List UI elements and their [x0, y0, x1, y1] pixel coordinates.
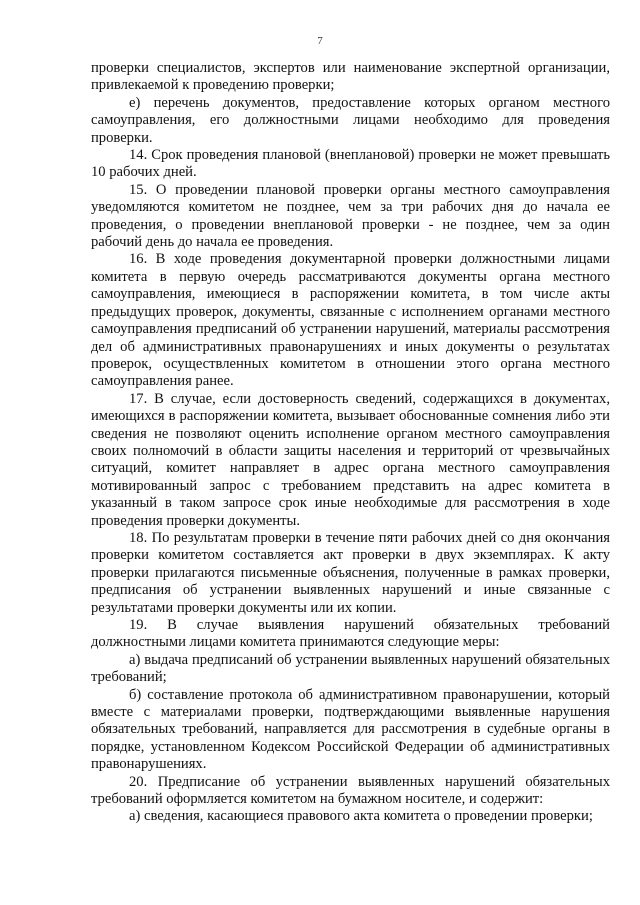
document-body: [91, 60, 610, 826]
paragraph-continuation: проверки специалистов, экспертов или наименование экспертной организации, привлекаемой к проведению проверки;: [91, 60, 610, 94]
paragraph-14: 14. Срок проведения плановой (внеплановой) проверки не может превышать 10 рабочих дней.: [91, 147, 610, 181]
paragraph-20: 20. Предписание об устранении выявленных нарушений обязательных требований оформляется комитетом на бумажном носителе, и содержит:: [91, 773, 610, 808]
paragraph-19-item-a: а) выдача предписаний об устранении выявленных нарушений обязательных требований;: [91, 651, 610, 686]
paragraph-15: 15. О проведении плановой проверки органы местного самоуправления уведомляются комитетом не позднее, чем за три рабочих дня до начала ее проведения, о проведении внеплановой проверки - не позднее, чем за один рабочий день до начала ее проведения.: [91, 181, 610, 251]
paragraph-17: 17. В случае, если достоверность сведений, содержащихся в документах, имеющихся в распоряжении комитета, вызывает обоснованные сомнения либо эти сведения не позволяют оценить исполнение органом местного самоуправления своих полномочий в области защиты населения и территорий от чрезвычайных ситуаций, комитет направляет в адрес органа местного самоуправления мотивированный запрос с требованием представить на адрес комитета в указанный в таком запросе срок иные необходимые для рассмотрения в ходе проведения проверки документы.: [91, 390, 610, 529]
paragraph-item-e: е) перечень документов, предоставление которых органом местного самоуправления, его должностными лицами необходимо для проведения проверки.: [91, 94, 610, 146]
paragraph-19-item-b: б) составление протокола об административном правонарушении, который вместе с материалами проверки, подтверждающими выявленные нарушения обязательных требований, направляется для рассмотрения в судебные органы в порядке, установленном Кодексом Российской Федерации об административных правонарушениях.: [91, 686, 610, 773]
paragraph-19: 19. В случае выявления нарушений обязательных требований должностными лицами комитета принимаются следующие меры:: [91, 617, 610, 651]
paragraph-18: 18. По результатам проверки в течение пяти рабочих дней со дня окончания проверки комитетом составляется акт проверки в двух экземплярах. К акту проверки прилагаются письменные объяснения, полученные в рамках проверки, предписания об устранении выявленных нарушений и иные связанные с результатами проверки документы или их копии.: [91, 529, 610, 616]
paragraph-16: 16. В ходе проведения документарной проверки должностными лицами комитета в первую очередь рассматриваются документы органа местного самоуправления, имеющиеся в распоряжении комитета, в том числе акты предыдущих проверок, документы, связанные с исполнением органами местного самоуправления предписаний об устранении нарушений, материалы рассмотрения дел об административных правонарушениях и иных документы о результатах проверок, осуществленных комитетом в отношении этого органа местного самоуправления ранее.: [91, 251, 610, 390]
paragraph-20-item-a: а) сведения, касающиеся правового акта комитета о проведении проверки;: [129, 808, 593, 825]
page-number: 7: [317, 35, 323, 47]
